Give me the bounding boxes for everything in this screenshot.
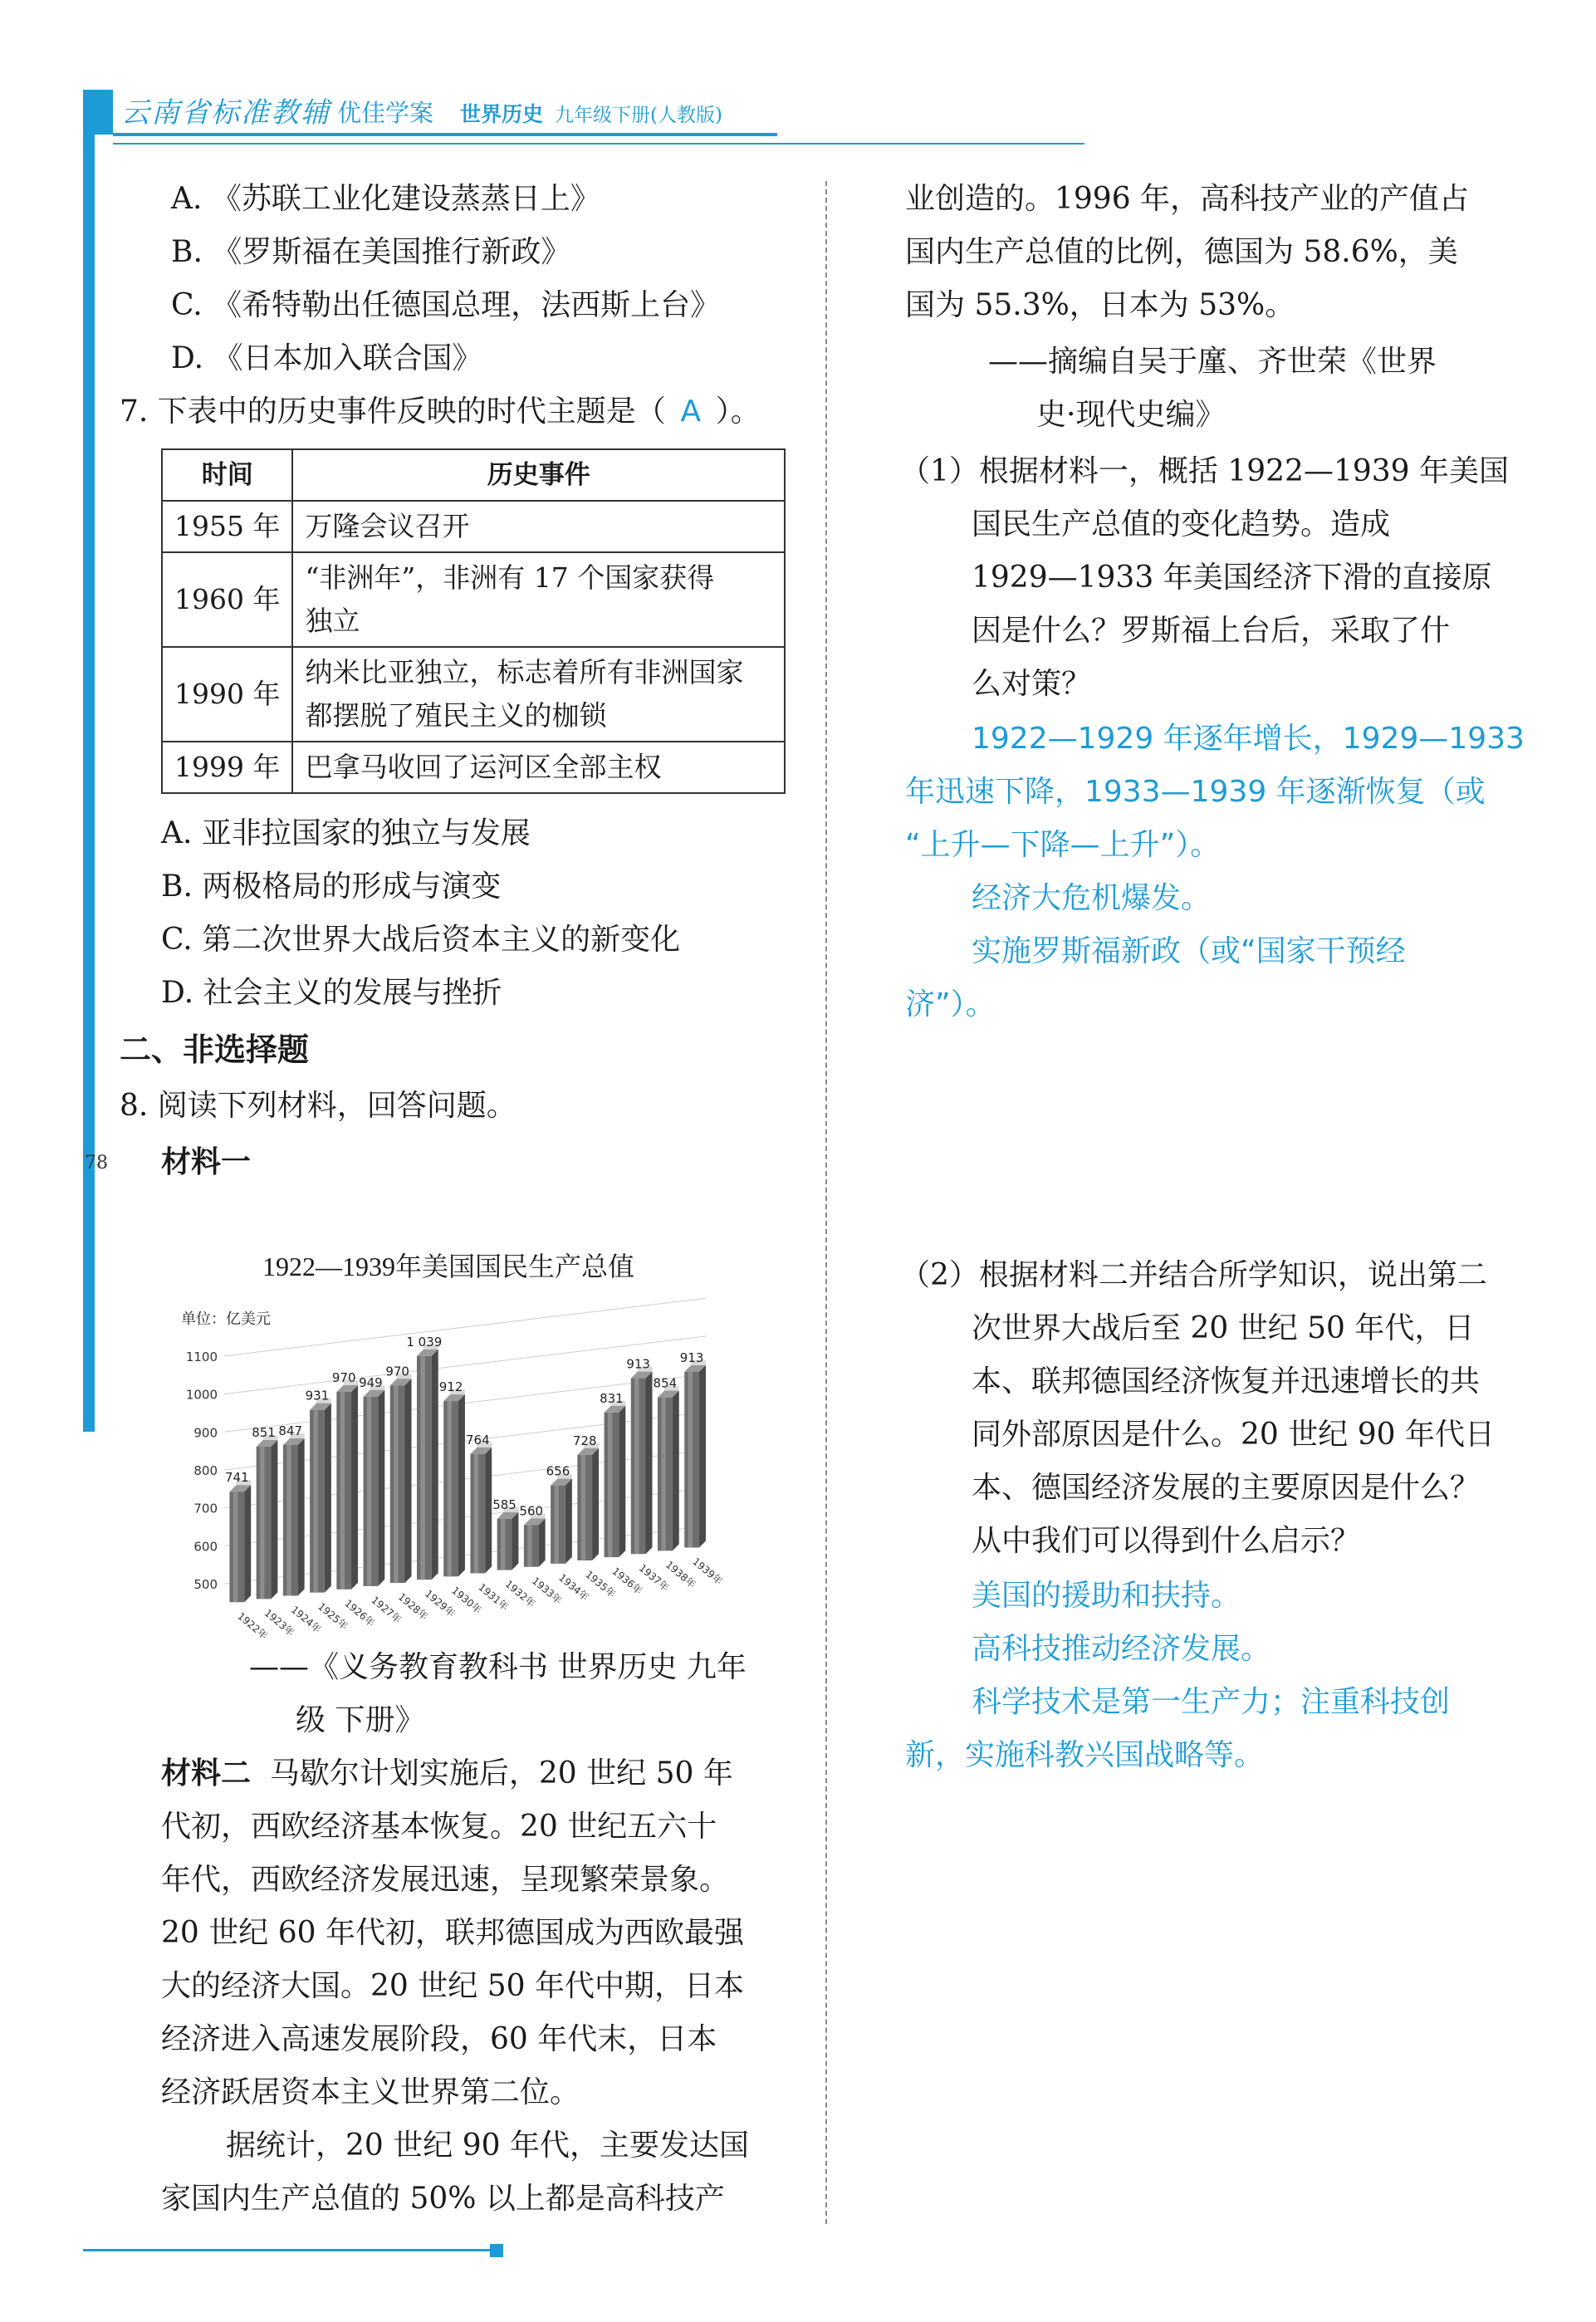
bar-value-label: 970	[331, 1370, 356, 1386]
bar-highlight	[527, 1525, 531, 1566]
bar-value-label: 560	[519, 1503, 544, 1519]
source2-line1: ——摘编自吴于廑、齐世荣《世界	[988, 345, 1437, 379]
bar-value-label: 912	[438, 1379, 463, 1395]
column-divider	[825, 181, 827, 2224]
source1-line2: 级 下册》	[296, 1703, 425, 1737]
bar-highlight	[420, 1356, 424, 1580]
bar-highlight	[474, 1454, 478, 1574]
q7-answer: A	[680, 394, 702, 429]
x-tick-label: 1933年	[529, 1575, 565, 1607]
q7-option-d: D. 社会主义的发展与挫折	[161, 976, 502, 1010]
q7-option-b: B. 两极格局的形成与演变	[161, 870, 502, 904]
bar-side	[673, 1391, 679, 1551]
q7-prefix: 7. 下表中的历史事件反映的时代主题是（	[120, 394, 666, 429]
bar-value-label: 585	[492, 1497, 516, 1512]
x-tick-label: 1924年	[288, 1604, 324, 1636]
bar-value-label: 741	[224, 1470, 249, 1486]
bar-value-label: 913	[626, 1356, 650, 1372]
material2-line: 大的经济大国。20 世纪 50 年代中期，日本	[161, 1969, 744, 2003]
material2-line: 经济跃居资本主义世界第二位。	[161, 2075, 580, 2109]
bar-side	[378, 1390, 384, 1586]
row-year: 1990 年	[162, 647, 292, 742]
bar-value-label: 949	[359, 1374, 383, 1390]
x-tick-label: 1925年	[316, 1600, 350, 1633]
bar-side	[325, 1403, 331, 1593]
y-tick-label: 900	[193, 1425, 218, 1441]
bar-side	[512, 1512, 518, 1570]
y-tick-label: 1000	[185, 1387, 218, 1403]
material2-line: 据统计，20 世纪 90 年代，主要发达国	[226, 2128, 749, 2163]
table-header-row	[162, 449, 785, 501]
bar-highlight	[688, 1372, 693, 1548]
a1-line: 实施罗斯福新政（或“国家干预经	[972, 934, 1406, 968]
gnp-chart	[166, 1246, 747, 1661]
x-tick-label: 1929年	[422, 1587, 458, 1619]
y-tick-label: 600	[193, 1539, 218, 1555]
material2-cont-line: 国为 55.3%，日本为 53%。	[905, 288, 1295, 322]
bar-side	[244, 1485, 251, 1602]
q2-line: 本、德国经济发展的主要原因是什么？	[972, 1471, 1481, 1505]
series-title: 云南省标准教辅	[121, 96, 330, 130]
q7-option-c: C. 第二次世界大战后资本主义的新变化	[161, 923, 681, 957]
header-time: 时间	[162, 449, 292, 501]
material2-line: 马歇尔计划实施后，20 世纪 50 年	[269, 1756, 733, 1790]
bar-side	[405, 1379, 412, 1583]
q1-line: 因是什么？罗斯福上台后，采取了什	[972, 614, 1451, 648]
x-tick-label: 1928年	[395, 1590, 431, 1623]
a2-line: 新，实施科教兴国战略等。	[905, 1738, 1265, 1772]
table-row	[162, 501, 785, 552]
bar-value-label: 847	[278, 1423, 303, 1439]
bar-highlight	[448, 1401, 452, 1576]
q2-line: （2）根据材料二并结合所学知识，说出第二	[900, 1258, 1487, 1292]
x-tick-label: 1926年	[342, 1597, 377, 1629]
x-tick-label: 1937年	[636, 1561, 672, 1594]
bar-side	[646, 1372, 653, 1555]
bar-highlight	[634, 1379, 639, 1555]
q6-option-b: B. 《罗斯福在美国推行新政》	[171, 235, 571, 269]
source2-line2: 史·现代史编》	[1036, 398, 1226, 432]
chart-bars	[229, 1345, 706, 1602]
x-tick-label: 1930年	[449, 1584, 484, 1616]
row-event	[292, 552, 785, 647]
q6-option-d: D. 《日本加入联合国》	[171, 341, 482, 375]
a1-line: 经济大危机爆发。	[972, 881, 1212, 915]
x-tick-label: 1922年	[235, 1609, 270, 1642]
row-event: 巴拿马收回了运河区全部主权	[292, 742, 785, 793]
bar-highlight	[233, 1492, 237, 1602]
bar-side	[432, 1350, 438, 1580]
bar-side	[539, 1518, 546, 1566]
q7-stem	[120, 385, 761, 438]
bar-highlight	[340, 1392, 345, 1590]
q1-line: 1929—1933 年美国经济下滑的直接原	[972, 561, 1492, 595]
gnp-chart-svg	[166, 1246, 747, 1661]
row-year: 1960 年	[162, 552, 292, 647]
bar-highlight	[661, 1398, 665, 1551]
material1-label: 材料一	[161, 1145, 252, 1179]
chart-y-ticks	[186, 1350, 218, 1592]
bar-side	[592, 1448, 599, 1560]
bar-value-label: 851	[252, 1425, 276, 1441]
bar-side	[619, 1406, 625, 1557]
q1-line: 国民生产总值的变化趋势。造成	[972, 507, 1391, 541]
x-tick-label: 1939年	[690, 1555, 725, 1588]
header-corner	[83, 90, 113, 135]
q2-line: 次世界大战后至 20 世纪 50 年代，日	[972, 1311, 1475, 1345]
x-tick-label: 1938年	[663, 1558, 698, 1591]
y-tick-label: 500	[193, 1577, 218, 1593]
bar-highlight	[555, 1486, 559, 1564]
series-subtitle: 优佳学案	[337, 99, 434, 127]
material2-line: 年代，西欧经济发展迅速，呈现繁荣景象。	[161, 1863, 730, 1897]
grade-label: 九年级下册(人教版)	[555, 105, 722, 126]
material2-line: 家国内生产总值的 50% 以上都是高科技产	[161, 2182, 725, 2216]
material2-line: 经济进入高速发展阶段，60 年代末，日本	[161, 2022, 717, 2056]
y-tick-label: 1100	[185, 1349, 218, 1364]
chart-title: 1922—1939年美国国民生产总值	[262, 1252, 635, 1281]
grid-line	[224, 1298, 706, 1356]
bar-value-label: 656	[546, 1463, 570, 1479]
row-event	[292, 647, 785, 742]
x-tick-label: 1927年	[369, 1594, 404, 1626]
q1-line: 么对策？	[972, 667, 1092, 701]
x-tick-label: 1934年	[556, 1571, 591, 1604]
header-rule-thin	[113, 143, 1084, 145]
bottom-marker	[490, 2244, 503, 2257]
bar-value-label: 764	[465, 1432, 490, 1448]
a1-line: 1922—1929 年逐年增长，1929—1933	[972, 722, 1525, 756]
bar-value-label: 1 039	[406, 1334, 443, 1350]
row-event: 万隆会议召开	[292, 501, 785, 552]
x-tick-label: 1923年	[262, 1606, 297, 1639]
material2-line: 20 世纪 60 年代初，联邦德国成为西欧最强	[161, 1916, 744, 1950]
bar-highlight	[581, 1455, 585, 1560]
bar-value-label: 970	[385, 1364, 409, 1379]
q7-suffix: ）。	[715, 394, 761, 429]
q2-line: 本、联邦德国经济恢复并迅速增长的共	[972, 1364, 1481, 1399]
material2-cont-line: 国内生产总值的比例，德国为 58.6%，美	[905, 235, 1458, 269]
bar-side	[298, 1438, 305, 1595]
bar-highlight	[394, 1385, 398, 1583]
header-rule	[113, 133, 777, 136]
row-event-line1: “非洲年”，非洲有 17 个国家获得	[305, 561, 715, 594]
bar-highlight	[286, 1445, 291, 1595]
bar-highlight	[501, 1519, 505, 1570]
event-table	[161, 448, 786, 794]
bar-side	[351, 1385, 358, 1590]
y-tick-label: 800	[193, 1463, 218, 1478]
bar-side	[565, 1479, 572, 1564]
subject-label: 世界历史	[460, 102, 544, 126]
table-row	[162, 552, 785, 647]
q6-option-c: C. 《希特勒出任德国总理，法西斯上台》	[171, 288, 721, 322]
bar-value-label: 831	[600, 1390, 624, 1406]
bar-highlight	[260, 1447, 264, 1599]
q2-line: 从中我们可以得到什么启示？	[972, 1524, 1361, 1558]
bar-value-label: 854	[653, 1375, 678, 1391]
bar-value-label: 931	[305, 1388, 330, 1403]
bar-highlight	[367, 1397, 371, 1586]
table-row	[162, 647, 785, 742]
table-row	[162, 742, 785, 793]
a1-line: “上升—下降—上升”）。	[905, 828, 1221, 862]
q7-option-a: A. 亚非拉国家的独立与发展	[161, 816, 531, 850]
material2-first-line	[161, 1747, 733, 1800]
bar-highlight	[314, 1410, 318, 1593]
a1-line: 济”）。	[905, 987, 996, 1021]
q1-line: （1）根据材料一，概括 1922—1939 年美国	[900, 454, 1510, 488]
margin-bar	[83, 93, 95, 1432]
material2-line: 代初，西欧经济基本恢复。20 世纪五六十	[161, 1810, 717, 1844]
material2-label: 材料二	[161, 1756, 252, 1790]
x-tick-label: 1931年	[476, 1581, 511, 1614]
a1-line: 年迅速下降，1933—1939 年逐渐恢复（或	[905, 775, 1486, 809]
bar-side	[458, 1394, 465, 1576]
q8-stem: 8. 阅读下列材料，回答问题。	[120, 1089, 516, 1123]
section-title: 二、非选择题	[120, 1031, 310, 1068]
bar-side	[271, 1440, 277, 1599]
row-event-line2: 独立	[305, 605, 360, 637]
source1-line1: ——《义务教育教科书 世界历史 九年	[249, 1650, 747, 1684]
row-year: 1999 年	[162, 742, 292, 793]
x-tick-label: 1935年	[583, 1568, 618, 1600]
chart-unit-label: 单位：亿美元	[181, 1310, 271, 1328]
row-event-line1: 纳米比亚独立，标志着所有非洲国家	[305, 656, 744, 688]
bar-side	[699, 1365, 706, 1548]
row-year: 1955 年	[162, 501, 292, 552]
a2-line: 科学技术是第一生产力；注重科技创	[972, 1685, 1451, 1719]
bottom-rule	[83, 2249, 498, 2251]
header-event: 历史事件	[292, 449, 785, 501]
bar-side	[485, 1448, 492, 1574]
q6-option-a: A. 《苏联工业化建设蒸蒸日上》	[171, 182, 600, 216]
x-tick-label: 1932年	[502, 1578, 538, 1610]
bar-highlight	[608, 1413, 612, 1557]
bar-value-label: 728	[572, 1433, 597, 1448]
row-event-line2: 都摆脱了殖民主义的枷锁	[305, 699, 607, 732]
a2-line: 高科技推动经济发展。	[972, 1632, 1271, 1666]
q2-line: 同外部原因是什么。20 世纪 90 年代日	[972, 1418, 1495, 1452]
page-number: 78	[85, 1153, 108, 1173]
a2-line: 美国的援助和扶持。	[972, 1579, 1241, 1613]
bar-value-label: 913	[679, 1350, 704, 1365]
y-tick-label: 700	[193, 1501, 218, 1516]
material2-cont-line: 业创造的。1996 年，高科技产业的产值占	[905, 182, 1470, 216]
x-tick-label: 1936年	[610, 1565, 645, 1597]
